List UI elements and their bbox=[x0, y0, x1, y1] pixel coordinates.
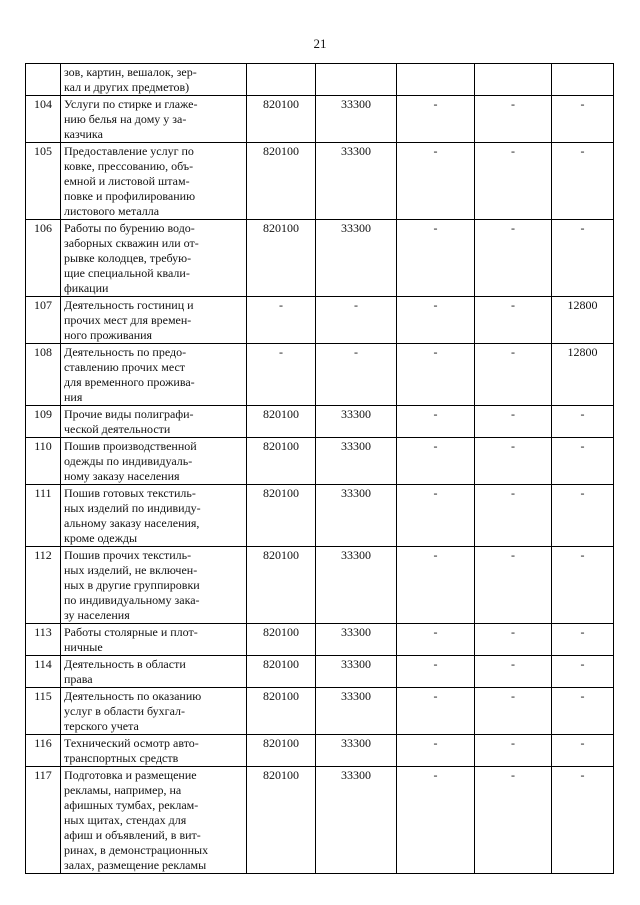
value-col-1: 820100 bbox=[247, 485, 316, 547]
row-number: 108 bbox=[26, 344, 61, 406]
row-number: 115 bbox=[26, 688, 61, 735]
services-table bbox=[25, 63, 614, 874]
value-col-4: - bbox=[475, 344, 552, 406]
value-col-1: 820100 bbox=[247, 143, 316, 220]
row-number: 114 bbox=[26, 656, 61, 688]
row-number bbox=[26, 64, 61, 96]
value-col-2: 33300 bbox=[316, 688, 397, 735]
table-row bbox=[26, 143, 614, 220]
value-col-2: 33300 bbox=[316, 485, 397, 547]
table-row bbox=[26, 767, 614, 874]
value-col-2: 33300 bbox=[316, 547, 397, 624]
value-col-4: - bbox=[475, 735, 552, 767]
page-number: 21 bbox=[313, 36, 327, 51]
value-col-4: - bbox=[475, 547, 552, 624]
activity-name: зов, картин, вешалок, зер- кал и других предметов) bbox=[61, 64, 247, 96]
value-col-4: - bbox=[475, 406, 552, 438]
table-row bbox=[26, 485, 614, 547]
value-col-3: - bbox=[397, 767, 475, 874]
value-col-3: - bbox=[397, 143, 475, 220]
value-col-5: 12800 bbox=[552, 344, 614, 406]
value-col-3: - bbox=[397, 656, 475, 688]
value-col-3: - bbox=[397, 547, 475, 624]
value-col-5: - bbox=[552, 735, 614, 767]
row-number: 106 bbox=[26, 220, 61, 297]
value-col-2: 33300 bbox=[316, 96, 397, 143]
value-col-5: - bbox=[552, 406, 614, 438]
activity-name: Деятельность по предо- ставлению прочих мест для временного прожива- ния bbox=[61, 344, 247, 406]
value-col-3: - bbox=[397, 344, 475, 406]
value-col-4: - bbox=[475, 438, 552, 485]
table-row bbox=[26, 96, 614, 143]
value-col-2: - bbox=[316, 297, 397, 344]
activity-name: Предоставление услуг по ковке, прессованию, объ- емной и листовой штам- повке и профилированию листового металла bbox=[61, 143, 247, 220]
table-row bbox=[26, 735, 614, 767]
table-row bbox=[26, 344, 614, 406]
value-col-5: - bbox=[552, 220, 614, 297]
value-col-1: 820100 bbox=[247, 547, 316, 624]
value-col-1: 820100 bbox=[247, 688, 316, 735]
activity-name: Пошив производственной одежды по индивидуаль- ному заказу населения bbox=[61, 438, 247, 485]
value-col-4: - bbox=[475, 220, 552, 297]
activity-name: Деятельность по оказанию услуг в области бухгал- терского учета bbox=[61, 688, 247, 735]
activity-name: Технический осмотр авто- транспортных средств bbox=[61, 735, 247, 767]
value-col-2: 33300 bbox=[316, 220, 397, 297]
value-col-4: - bbox=[475, 96, 552, 143]
value-col-3 bbox=[397, 64, 475, 96]
value-col-1 bbox=[247, 64, 316, 96]
value-col-5: - bbox=[552, 688, 614, 735]
row-number: 113 bbox=[26, 624, 61, 656]
value-col-1: 820100 bbox=[247, 406, 316, 438]
value-col-1: - bbox=[247, 297, 316, 344]
table-row bbox=[26, 220, 614, 297]
value-col-5: - bbox=[552, 485, 614, 547]
row-number: 117 bbox=[26, 767, 61, 874]
value-col-2: 33300 bbox=[316, 735, 397, 767]
activity-name: Прочие виды полиграфи- ческой деятельности bbox=[61, 406, 247, 438]
activity-name: Деятельность в области права bbox=[61, 656, 247, 688]
value-col-2 bbox=[316, 64, 397, 96]
value-col-4: - bbox=[475, 624, 552, 656]
row-number: 105 bbox=[26, 143, 61, 220]
value-col-5: - bbox=[552, 438, 614, 485]
table-row bbox=[26, 406, 614, 438]
value-col-3: - bbox=[397, 297, 475, 344]
value-col-5: - bbox=[552, 547, 614, 624]
value-col-5: - bbox=[552, 96, 614, 143]
value-col-2: 33300 bbox=[316, 406, 397, 438]
value-col-1: 820100 bbox=[247, 767, 316, 874]
table-row bbox=[26, 656, 614, 688]
value-col-3: - bbox=[397, 96, 475, 143]
value-col-4 bbox=[475, 64, 552, 96]
value-col-2: 33300 bbox=[316, 438, 397, 485]
table-row bbox=[26, 64, 614, 96]
value-col-3: - bbox=[397, 220, 475, 297]
value-col-5: - bbox=[552, 143, 614, 220]
value-col-2: 33300 bbox=[316, 767, 397, 874]
value-col-4: - bbox=[475, 297, 552, 344]
value-col-4: - bbox=[475, 767, 552, 874]
value-col-5: - bbox=[552, 624, 614, 656]
activity-name: Пошив прочих текстиль- ных изделий, не включен- ных в другие группировки по индивидуальному зака- зу населения bbox=[61, 547, 247, 624]
row-number: 112 bbox=[26, 547, 61, 624]
activity-name: Подготовка и размещение рекламы, например, на афишных тумбах, реклам- ных щитах, стендах для афиш и объявлений, в вит- ринах, в демонстрационных залах, размещение рекламы bbox=[61, 767, 247, 874]
value-col-5 bbox=[552, 64, 614, 96]
value-col-3: - bbox=[397, 485, 475, 547]
value-col-4: - bbox=[475, 656, 552, 688]
activity-name: Деятельность гостиниц и прочих мест для времен- ного проживания bbox=[61, 297, 247, 344]
table-row bbox=[26, 547, 614, 624]
value-col-1: 820100 bbox=[247, 96, 316, 143]
value-col-1: 820100 bbox=[247, 438, 316, 485]
activity-name: Работы столярные и плот- ничные bbox=[61, 624, 247, 656]
row-number: 107 bbox=[26, 297, 61, 344]
value-col-2: 33300 bbox=[316, 143, 397, 220]
row-number: 109 bbox=[26, 406, 61, 438]
value-col-2: 33300 bbox=[316, 656, 397, 688]
value-col-5: 12800 bbox=[552, 297, 614, 344]
table-row bbox=[26, 438, 614, 485]
value-col-2: 33300 bbox=[316, 624, 397, 656]
value-col-3: - bbox=[397, 688, 475, 735]
value-col-3: - bbox=[397, 438, 475, 485]
activity-name: Работы по бурению водо- заборных скважин или от- рывке колодцев, требую- щие специальной квали- фикации bbox=[61, 220, 247, 297]
table-row bbox=[26, 624, 614, 656]
row-number: 104 bbox=[26, 96, 61, 143]
row-number: 110 bbox=[26, 438, 61, 485]
value-col-4: - bbox=[475, 485, 552, 547]
row-number: 111 bbox=[26, 485, 61, 547]
value-col-3: - bbox=[397, 735, 475, 767]
table-row bbox=[26, 688, 614, 735]
value-col-4: - bbox=[475, 143, 552, 220]
value-col-3: - bbox=[397, 624, 475, 656]
value-col-1: - bbox=[247, 344, 316, 406]
value-col-2: - bbox=[316, 344, 397, 406]
value-col-1: 820100 bbox=[247, 656, 316, 688]
activity-name: Услуги по стирке и глаже- нию белья на дому у за- казчика bbox=[61, 96, 247, 143]
value-col-3: - bbox=[397, 406, 475, 438]
value-col-5: - bbox=[552, 656, 614, 688]
value-col-1: 820100 bbox=[247, 735, 316, 767]
value-col-1: 820100 bbox=[247, 220, 316, 297]
row-number: 116 bbox=[26, 735, 61, 767]
value-col-5: - bbox=[552, 767, 614, 874]
value-col-1: 820100 bbox=[247, 624, 316, 656]
value-col-4: - bbox=[475, 688, 552, 735]
table-row bbox=[26, 297, 614, 344]
activity-name: Пошив готовых текстиль- ных изделий по индивиду- альному заказу населения, кроме одежды bbox=[61, 485, 247, 547]
